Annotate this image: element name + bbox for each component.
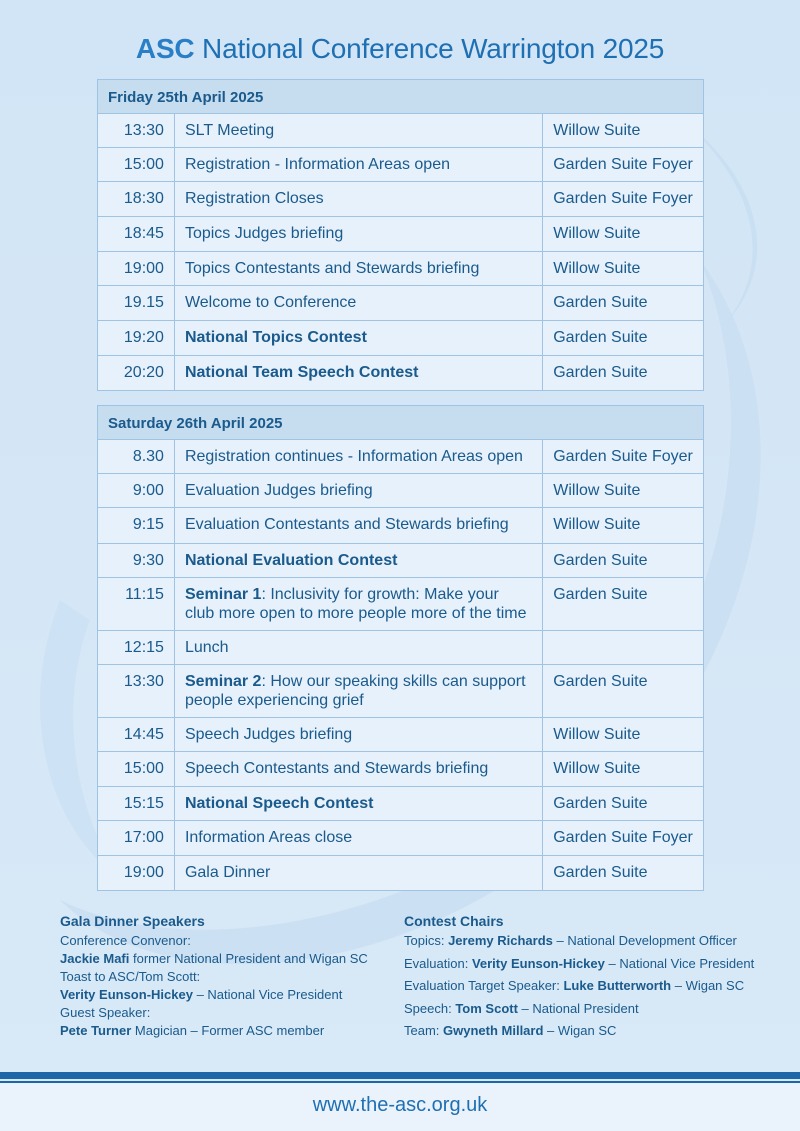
speaker-line: [60, 986, 390, 1004]
session-venue: Willow Suite: [543, 508, 704, 544]
chair-line: [404, 1022, 784, 1040]
footer-divider-thick: [0, 1072, 800, 1079]
schedule-row: [98, 544, 704, 578]
schedule-row: [98, 114, 704, 148]
session-title-text: Registration - Information Areas open: [184, 156, 450, 173]
chair-desc: – National President: [517, 1000, 639, 1016]
chairs-heading: Contest Chairs: [404, 913, 504, 929]
session-venue: Garden Suite Foyer: [543, 440, 704, 474]
session-venue: Garden Suite: [543, 321, 704, 356]
chair-name: Verity Eunson-Hickey: [471, 955, 605, 971]
session-title: [174, 148, 542, 182]
friday-schedule-table: [97, 79, 704, 391]
session-venue: Garden Suite: [543, 356, 704, 391]
chair-line: [404, 932, 784, 950]
contest-chairs: [404, 912, 784, 1045]
website-url[interactable]: www.the-asc.org.uk: [312, 1094, 488, 1116]
session-title: [174, 474, 542, 508]
session-title: [174, 356, 542, 391]
session-title: [174, 544, 542, 578]
session-title: [174, 787, 542, 821]
session-title-text: Lunch: [184, 639, 229, 656]
saturday-header-row: [98, 406, 704, 440]
session-title: [174, 508, 542, 544]
session-time: 9:15: [98, 508, 175, 544]
session-title: [174, 252, 542, 286]
schedule-row: [98, 474, 704, 508]
session-time: 20:20: [98, 356, 175, 391]
chair-role: Evaluation:: [404, 955, 472, 971]
page-title: [0, 33, 800, 65]
speaker-role: Conference Convenor:: [60, 933, 191, 948]
session-venue: Garden Suite Foyer: [543, 821, 704, 856]
session-time: 15:15: [98, 787, 175, 821]
session-title-text: Topics Judges briefing: [184, 225, 344, 242]
session-venue: Garden Suite Foyer: [543, 148, 704, 182]
session-venue: Willow Suite: [543, 114, 704, 148]
schedule-row: [98, 217, 704, 252]
schedule-row: [98, 752, 704, 787]
session-time: 18:30: [98, 182, 175, 217]
saturday-schedule-table: [97, 405, 704, 891]
session-title: [174, 286, 542, 321]
speaker-desc: Magician – Former ASC member: [131, 1023, 325, 1038]
session-time: 17:00: [98, 821, 175, 856]
session-title-text: Gala Dinner: [184, 864, 271, 881]
session-title: [174, 856, 542, 891]
title-brand: ASC: [135, 33, 195, 64]
gala-heading: Gala Dinner Speakers: [60, 913, 205, 929]
session-venue: Garden Suite: [543, 787, 704, 821]
speaker-name: Pete Turner: [60, 1023, 132, 1038]
session-time: 19.15: [98, 286, 175, 321]
session-title: [174, 321, 542, 356]
chair-desc: – National Vice President: [604, 955, 755, 971]
speaker-desc: former National President and Wigan SC: [129, 951, 368, 966]
schedule-row: [98, 440, 704, 474]
session-time: 9:00: [98, 474, 175, 508]
session-title: [174, 631, 542, 665]
gala-dinner-speakers: [60, 912, 390, 1040]
session-time: 8.30: [98, 440, 175, 474]
schedule-row: [98, 182, 704, 217]
session-title-text: Evaluation Contestants and Stewards briefing: [184, 516, 509, 533]
day-heading: Friday 25th April 2025: [98, 80, 704, 114]
session-venue: Garden Suite Foyer: [543, 182, 704, 217]
chair-desc: – National Development Officer: [552, 933, 737, 948]
session-title-bold: National Evaluation Contest: [184, 552, 398, 569]
session-time: 11:15: [98, 578, 175, 631]
chair-name: Gwyneth Millard: [443, 1023, 544, 1038]
session-title-text: : Inclusivity for growth: Make your club more open to more people more of the time: [184, 586, 527, 622]
chair-role: Topics:: [404, 933, 449, 948]
schedule-row: [98, 856, 704, 891]
session-title: [174, 182, 542, 217]
chair-line: [404, 1000, 784, 1018]
session-venue: Willow Suite: [543, 217, 704, 252]
session-venue: Willow Suite: [543, 718, 704, 752]
day-heading: Saturday 26th April 2025: [98, 406, 704, 440]
session-title-text: Topics Contestants and Stewards briefing: [184, 260, 480, 277]
session-time: 19:00: [98, 252, 175, 286]
schedule-row: [98, 718, 704, 752]
session-venue: Garden Suite: [543, 544, 704, 578]
session-time: 12:15: [98, 631, 175, 665]
speaker-name: Verity Eunson-Hickey: [60, 987, 193, 1002]
session-time: 15:00: [98, 148, 175, 182]
schedule-row: [98, 665, 704, 718]
session-time: 15:00: [98, 752, 175, 787]
session-title-bold: National Topics Contest: [184, 329, 367, 346]
session-title: [174, 440, 542, 474]
session-venue: [543, 631, 704, 665]
title-text: National Conference Warrington 2025: [202, 33, 665, 64]
session-time: 18:45: [98, 217, 175, 252]
session-title-text: Evaluation Judges briefing: [184, 482, 373, 499]
speaker-role: Guest Speaker:: [60, 1005, 151, 1020]
session-venue: Willow Suite: [543, 252, 704, 286]
schedule-row: [98, 148, 704, 182]
chair-desc: – Wigan SC: [543, 1023, 617, 1038]
session-title-bold: National Speech Contest: [184, 795, 374, 812]
schedule-row: [98, 787, 704, 821]
session-time: 13:30: [98, 114, 175, 148]
chair-role: Team:: [404, 1023, 444, 1038]
session-title: [174, 752, 542, 787]
session-venue: Willow Suite: [543, 474, 704, 508]
chair-role: Speech:: [404, 1000, 456, 1016]
session-title-text: Information Areas close: [184, 829, 353, 846]
session-title: [174, 718, 542, 752]
schedule-row: [98, 252, 704, 286]
session-venue: Garden Suite: [543, 665, 704, 718]
schedule-row: [98, 321, 704, 356]
session-title-bold: National Team Speech Contest: [184, 364, 419, 381]
schedule-row: [98, 821, 704, 856]
session-time: 19:20: [98, 321, 175, 356]
speaker-line: [60, 950, 390, 968]
session-title-text: SLT Meeting: [184, 122, 275, 139]
session-title-text: Registration continues - Information Areas open: [184, 448, 523, 465]
session-title: [174, 217, 542, 252]
schedule-row: [98, 508, 704, 544]
speaker-role: Toast to ASC/Tom Scott:: [60, 969, 201, 984]
schedule-row: [98, 631, 704, 665]
session-title-bold: Seminar 1: [184, 586, 262, 603]
session-title-text: Welcome to Conference: [184, 294, 357, 311]
session-venue: Garden Suite: [543, 578, 704, 631]
schedule-row: [98, 578, 704, 631]
session-time: 14:45: [98, 718, 175, 752]
speaker-line: [60, 1022, 390, 1040]
session-venue: Willow Suite: [543, 752, 704, 787]
session-title: [174, 578, 542, 631]
session-title-text: : How our speaking skills can support people experiencing grief: [184, 673, 526, 709]
chair-name: Luke Butterworth: [563, 978, 672, 993]
session-title: [174, 114, 542, 148]
schedule-row: [98, 356, 704, 391]
session-title-text: Registration Closes: [184, 190, 324, 207]
session-time: 9:30: [98, 544, 175, 578]
session-title-text: Speech Judges briefing: [184, 726, 353, 743]
session-venue: Garden Suite: [543, 286, 704, 321]
session-venue: Garden Suite: [543, 856, 704, 891]
session-title: [174, 821, 542, 856]
session-time: 19:00: [98, 856, 175, 891]
session-title-text: Speech Contestants and Stewards briefing: [184, 760, 489, 777]
schedule-row: [98, 286, 704, 321]
session-title-bold: Seminar 2: [184, 673, 262, 690]
session-title: [174, 665, 542, 718]
chair-name: Jeremy Richards: [448, 933, 553, 948]
chair-line: [404, 955, 784, 973]
session-time: 13:30: [98, 665, 175, 718]
friday-header-row: [98, 80, 704, 114]
chair-line: [404, 977, 784, 995]
speaker-name: Jackie Mafi: [60, 951, 130, 966]
chair-role: Evaluation Target Speaker:: [404, 978, 564, 993]
speaker-desc: – National Vice President: [192, 987, 343, 1002]
chair-name: Tom Scott: [455, 1000, 518, 1016]
chair-desc: – Wigan SC: [671, 978, 745, 993]
